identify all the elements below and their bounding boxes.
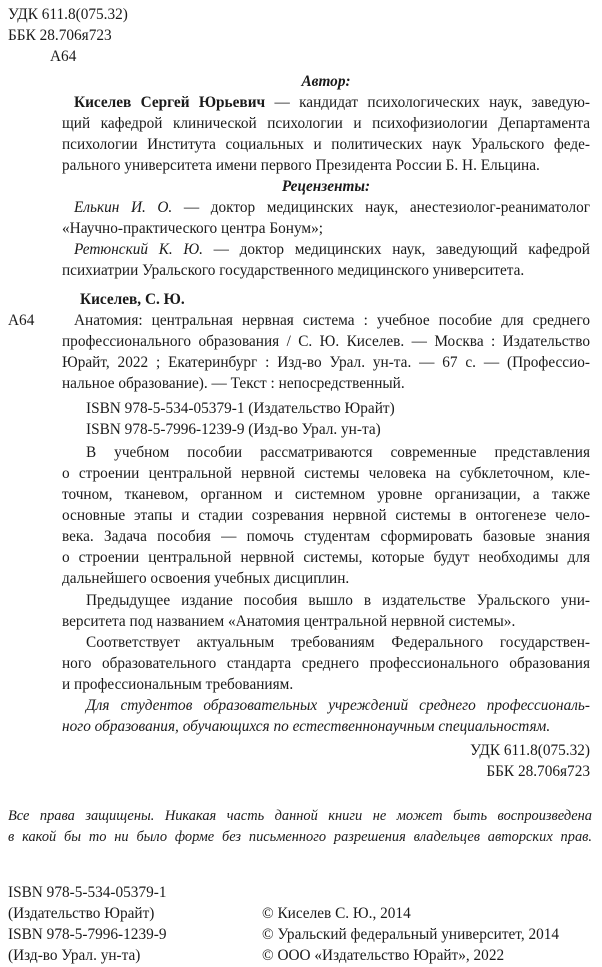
abstract-paragraph-2: Предыдущее издание пособия вышло в издательстве Уральского уни- верситета под названием «Анатомия центральной нервной системы». bbox=[62, 592, 590, 630]
header-udk: УДК 611.8(075.32) bbox=[8, 6, 128, 23]
author-paragraph bbox=[62, 92, 590, 176]
bibliography-line-4: нальное образование). — Текст : непосредственный. bbox=[62, 375, 405, 392]
author-line-4: рального университета имени первого Президента России Б. Н. Ельцина. bbox=[62, 157, 540, 174]
bibliography-entry bbox=[62, 310, 590, 394]
reviewer-1-line-1: — доктор медицинских наук, анестезиолог-реаниматолог bbox=[183, 199, 590, 216]
author-heading: Автор: bbox=[301, 73, 351, 90]
bibliography-line-1: Анатомия: центральная нервная система : учебное пособие для среднего bbox=[74, 312, 590, 329]
bibliography-line-3: Юрайт, 2022 ; Екатеринбург : Изд-во Урал. ун-та. — 67 с. — (Профессио- bbox=[62, 354, 590, 371]
reviewer-2-name: Ретюнский К. Ю. bbox=[74, 241, 203, 258]
author-line-1: — кандидат психологических наук, заведую- bbox=[274, 94, 590, 111]
author-line-2: щий кафедрой клинической психологии и психофизиологии Департамента bbox=[62, 115, 590, 132]
author-name: Киселев Сергей Юрьевич bbox=[74, 94, 266, 111]
reviewer-2-line-1: — доктор медицинских наук, заведующий кафедрой bbox=[213, 241, 590, 258]
abstract-udk: УДК 611.8(075.32) bbox=[470, 742, 590, 759]
reviewer-2-line-2: психиатрии Уральского государственного медицинского университета. bbox=[62, 262, 525, 279]
abstract-audience: Для студентов образовательных учреждений среднего профессиональ- ного образования, обучающихся по естественнонаучным специальностям. bbox=[62, 697, 590, 735]
reviewers-heading: Рецензенты: bbox=[281, 178, 371, 195]
bibliography-code: А64 bbox=[8, 312, 35, 329]
header-code: А64 bbox=[50, 48, 77, 65]
rights-notice: Все права защищены. Никакая часть данной книги не может быть воспроизведена в какой бы то ни было форме без письменного разрешения владельцев авторских прав. bbox=[8, 808, 592, 845]
reviewer-1-name: Елькин И. О. bbox=[74, 199, 173, 216]
footer-copyright-list: © Киселев С. Ю., 2014 © Уральский федеральный университет, 2014 © ООО «Издательство Юрайт», 2022 bbox=[262, 905, 560, 964]
reviewers-block bbox=[62, 197, 590, 281]
reviewer-1-line-2: «Научно-практического центра Бонум»; bbox=[62, 220, 323, 237]
abstract-paragraph-3: Соответствует актуальным требованиям Федерального государствен- ного образовательного стандарта среднего профессионального образования и профессиональным требованиям. bbox=[62, 634, 590, 693]
abstract-paragraph-1: В учебном пособии рассматриваются современные представления о строении центральной нервной системы человека на субклеточном, кле- точном, тканевом, органном и системном уровне организации, а также основные этапы и стадии созревания нервной системы в онтогенезе чело- века. Задача пособия — помочь студентам сформировать базовые знания о строении центральной нервной системы, которые будут необходимы для дальнейшего освоения учебных дисциплин. bbox=[62, 444, 590, 587]
bibliography-isbn-2: ISBN 978-5-7996-1239-9 (Изд-во Урал. ун-та) bbox=[86, 421, 381, 438]
footer-isbn-list: ISBN 978-5-534-05379-1 (Издательство Юрайт) ISBN 978-5-7996-1239-9 (Изд-во Урал. ун-та) bbox=[8, 884, 167, 964]
bibliography-line-2: профессионального образования / С. Ю. Киселев. — Москва : Издательство bbox=[62, 333, 590, 350]
abstract-bbk: ББК 28.706я723 bbox=[486, 763, 590, 780]
bibliography-isbn-1: ISBN 978-5-534-05379-1 (Издательство Юрайт) bbox=[86, 400, 395, 417]
bibliography-author: Киселев, С. Ю. bbox=[80, 291, 185, 308]
header-bbk: ББК 28.706я723 bbox=[8, 27, 112, 44]
author-line-3: психологии Института социальных и политических наук Уральского федe- bbox=[62, 136, 590, 153]
